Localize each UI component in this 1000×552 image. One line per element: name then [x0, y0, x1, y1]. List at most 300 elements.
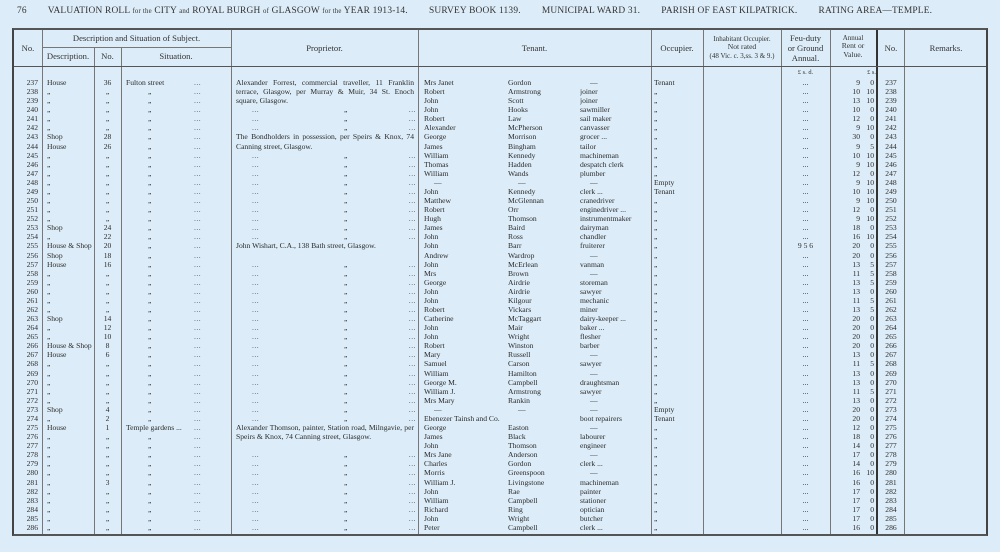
- tenant-occupation: dairyman: [580, 223, 609, 233]
- table-row: [14, 223, 986, 232]
- house-number: „: [105, 450, 110, 460]
- occupier: „: [654, 377, 658, 387]
- row-number-right: 278: [885, 450, 897, 460]
- rent-pounds: 13: [852, 368, 860, 378]
- rent-shillings: 5: [870, 359, 874, 369]
- tenant-occupation: canvasser: [580, 123, 610, 133]
- row-number-right: 274: [885, 413, 897, 423]
- description: „: [47, 305, 51, 314]
- situation-dots: ...: [194, 259, 202, 269]
- parish: PARISH OF EAST KILPATRICK.: [661, 6, 798, 16]
- tenant-surname: Campbell: [508, 522, 538, 532]
- proprietor-dots-end: ...: [408, 186, 416, 196]
- occupier: „: [654, 477, 658, 487]
- proprietor-dots-end: ...: [408, 486, 416, 496]
- house-number: 20: [103, 241, 112, 251]
- proprietor-dots: ...: [252, 114, 260, 124]
- feu-duty: ...: [802, 205, 809, 215]
- situation: „: [148, 477, 152, 487]
- table-row: [14, 450, 986, 459]
- tenant-first-name: Morris: [424, 468, 445, 478]
- table-row: [14, 505, 986, 514]
- proprietor-ditto: „: [344, 196, 348, 206]
- rent-shillings: 0: [870, 332, 874, 342]
- situation: „: [148, 277, 152, 287]
- proprietor-ditto: „: [344, 314, 348, 324]
- description: Shop: [47, 250, 63, 260]
- rent-shillings: 0: [870, 368, 874, 378]
- description: „: [47, 377, 51, 387]
- row-number: 238: [26, 87, 38, 97]
- row-number: 250: [26, 196, 38, 206]
- title-6: of: [263, 8, 270, 15]
- tenant-occupation: —: [590, 395, 598, 405]
- proprietor-dots-end: ...: [408, 214, 416, 224]
- proprietor-dots-end: ...: [408, 350, 416, 360]
- feu-duty: ...: [802, 495, 809, 505]
- proprietor-dots-end: ...: [408, 468, 416, 478]
- proprietor-dots-end: ...: [408, 259, 416, 269]
- situation: „: [148, 205, 152, 215]
- occupier: „: [654, 168, 658, 178]
- header-feuduty-line3: Annual.: [791, 53, 820, 63]
- table-row: [14, 468, 986, 477]
- tenant-first-name: James: [424, 141, 443, 151]
- feu-duty: ...: [802, 186, 809, 196]
- tenant-first-name: William: [424, 168, 449, 178]
- situation-dots: ...: [194, 504, 202, 514]
- proprietor-ditto: „: [344, 168, 348, 178]
- feu-duty: ...: [802, 250, 809, 260]
- rent-pounds: 13: [852, 259, 860, 269]
- table-row: [14, 187, 986, 196]
- proprietor-dots-end: ...: [408, 386, 416, 396]
- occupier: „: [654, 504, 658, 514]
- proprietor-dots: ...: [252, 323, 260, 333]
- rent-shillings: 5: [870, 305, 874, 314]
- table-row: [14, 341, 986, 350]
- situation: „: [148, 504, 152, 514]
- row-number: 280: [26, 468, 38, 478]
- table-row: [14, 441, 986, 450]
- header-description: Description.: [46, 51, 90, 61]
- proprietor-dots: ...: [252, 123, 260, 133]
- rent-shillings: 0: [870, 168, 874, 178]
- proprietor-ditto: „: [344, 214, 348, 224]
- row-number-right: 256: [885, 250, 897, 260]
- situation: „: [148, 359, 152, 369]
- occupier: „: [654, 495, 658, 505]
- row-number-right: 243: [885, 132, 897, 142]
- table-row: [14, 78, 986, 87]
- description: „: [47, 232, 51, 242]
- rent-shillings: 0: [870, 513, 874, 523]
- occupier: „: [654, 486, 658, 496]
- proprietor-dots-end: ...: [408, 341, 416, 351]
- occupier: „: [654, 286, 658, 296]
- table-row: [14, 151, 986, 160]
- table-row: [14, 369, 986, 378]
- rent-shillings: 10: [866, 468, 874, 478]
- feu-duty: ...: [802, 159, 809, 169]
- situation-dots: ...: [194, 196, 202, 206]
- tenant-occupation: sawmiller: [580, 105, 610, 115]
- header-number: No.: [101, 51, 114, 61]
- row-number: 264: [26, 323, 38, 333]
- proprietor-dots-end: ...: [408, 123, 416, 133]
- tenant-first-name: Ebenezer Tainsh and Co.: [424, 413, 500, 423]
- tenant-first-name: Thomas: [424, 159, 449, 169]
- tenant-occupation: —: [590, 177, 598, 187]
- rent-shillings: 0: [870, 341, 874, 351]
- proprietor-dots-end: ...: [408, 223, 416, 233]
- row-number: 269: [26, 368, 38, 378]
- tenant-occupation: enginedriver ...: [580, 205, 626, 215]
- proprietor-ditto: „: [344, 359, 348, 369]
- header-no: No.: [21, 43, 35, 53]
- rent-pounds: 9: [856, 141, 860, 151]
- table-row: [14, 123, 986, 132]
- tenant-occupation: stationer: [580, 495, 607, 505]
- proprietor-ditto: „: [344, 413, 348, 423]
- proprietor-ditto: „: [344, 150, 348, 160]
- tenant-first-name: Mary: [424, 350, 441, 360]
- proprietor-ditto: „: [344, 177, 348, 187]
- proprietor-dots: ...: [252, 214, 260, 224]
- situation: „: [148, 459, 152, 469]
- header-rent: [830, 34, 876, 59]
- tenant-surname: Russell: [508, 350, 531, 360]
- tenant-surname: Ring: [508, 504, 523, 514]
- proprietor-dots: ...: [252, 350, 260, 360]
- tenant-first-name: John: [424, 323, 439, 333]
- house-number: „: [105, 441, 110, 451]
- rent-pounds: 17: [852, 450, 860, 460]
- situation-dots: ...: [194, 141, 202, 151]
- description: „: [47, 477, 51, 487]
- row-number: 262: [26, 305, 38, 314]
- rating-area: RATING AREA—TEMPLE.: [818, 6, 933, 16]
- house-number: „: [105, 432, 110, 442]
- feu-duty: ...: [802, 87, 809, 97]
- proprietor-ditto: „: [344, 504, 348, 514]
- situation-dots: ...: [194, 423, 202, 433]
- tenant-first-name: Mrs Jane: [424, 450, 452, 460]
- house-number: „: [105, 386, 110, 396]
- feu-duty: ...: [802, 359, 809, 369]
- tenant-first-name: John: [424, 286, 439, 296]
- row-number-right: 284: [885, 504, 897, 514]
- proprietor-dots: ...: [252, 105, 260, 115]
- rent-shillings: 0: [870, 450, 874, 460]
- tenant-first-name: Andrew: [424, 250, 449, 260]
- situation: „: [148, 259, 152, 269]
- table-row: [14, 378, 986, 387]
- tenant-first-name: Robert: [424, 87, 445, 97]
- feu-duty: ...: [802, 504, 809, 514]
- proprietor-dots: ...: [252, 305, 260, 314]
- table-row: [14, 405, 986, 414]
- description: Shop: [47, 404, 63, 414]
- occupier: „: [654, 141, 658, 151]
- table-row: [14, 487, 986, 496]
- proprietor-ditto: „: [344, 123, 348, 133]
- tenant-surname: Brown: [508, 268, 529, 278]
- occupier: „: [654, 323, 658, 333]
- proprietor-dots-end: ...: [408, 522, 416, 532]
- row-number-right: 286: [885, 522, 897, 532]
- tenant-occupation: —: [590, 423, 598, 433]
- proprietor-dots-end: ...: [408, 377, 416, 387]
- tenant-first-name: William J.: [424, 477, 456, 487]
- row-number-right: 267: [885, 350, 897, 360]
- situation-dots: ...: [194, 395, 202, 405]
- rent-shillings: 0: [870, 504, 874, 514]
- feu-duty: ...: [802, 486, 809, 496]
- proprietor-dots-end: ...: [408, 277, 416, 287]
- rent-pounds: 11: [852, 359, 860, 369]
- proprietor-dots: ...: [252, 314, 260, 324]
- tenant-occupation: clerk ...: [580, 522, 603, 532]
- situation: „: [148, 305, 152, 314]
- house-number: 14: [103, 314, 112, 324]
- feu-duty: ...: [802, 141, 809, 151]
- tenant-first-name: Robert: [424, 205, 445, 215]
- row-number: 282: [26, 486, 38, 496]
- house-number: „: [105, 513, 110, 523]
- tenant-first-name: James: [424, 223, 443, 233]
- row-number-right: 276: [885, 432, 897, 442]
- table-row: [14, 160, 986, 169]
- description: „: [47, 413, 51, 423]
- tenant-surname: Gordon: [508, 459, 532, 469]
- tenant-first-name: Hugh: [424, 214, 441, 224]
- situation: „: [148, 87, 152, 97]
- description: „: [47, 286, 51, 296]
- header-proprietor: Proprietor.: [306, 43, 343, 53]
- table-row: [14, 251, 986, 260]
- row-number: 285: [26, 513, 38, 523]
- tenant-first-name: Robert: [424, 114, 445, 124]
- proprietor-ditto: „: [344, 305, 348, 314]
- tenant-first-name: Mrs Mary: [424, 395, 455, 405]
- feu-duty: ...: [802, 177, 809, 187]
- house-number: 3: [105, 477, 110, 487]
- tenant-occupation: chandler: [580, 232, 607, 242]
- tenant-first-name: Charles: [424, 459, 448, 469]
- row-number-right: 271: [885, 386, 897, 396]
- proprietor-dots-end: ...: [408, 196, 416, 206]
- table-header: [14, 30, 986, 67]
- situation-dots: ...: [194, 404, 202, 414]
- tenant-first-name: William J.: [424, 386, 456, 396]
- row-number-right: 268: [885, 359, 897, 369]
- situation: „: [148, 332, 152, 342]
- rent-shillings: 10: [866, 196, 874, 206]
- header-occupier: Occupier.: [660, 43, 694, 53]
- table-row: [14, 260, 986, 269]
- description: „: [47, 368, 51, 378]
- house-number: 16: [103, 259, 112, 269]
- row-number-right: 260: [885, 286, 897, 296]
- table-row: [14, 459, 986, 468]
- proprietor-dots-end: ...: [408, 159, 416, 169]
- rent-pounds: 9: [856, 78, 860, 87]
- occupier: Empty: [654, 404, 675, 414]
- tenant-surname: Campbell: [508, 377, 538, 387]
- proprietor-dots-end: ...: [408, 232, 416, 242]
- rent-shillings: 5: [870, 268, 874, 278]
- proprietor-dots-end: ...: [408, 177, 416, 187]
- house-number: „: [105, 186, 110, 196]
- proprietor-dots-end: ...: [408, 395, 416, 405]
- row-number-right: 285: [885, 513, 897, 523]
- situation: „: [148, 96, 152, 106]
- tenant-first-name: John: [424, 441, 439, 451]
- situation: „: [148, 250, 152, 260]
- proprietor-dots: ...: [252, 168, 260, 178]
- situation: „: [148, 468, 152, 478]
- feu-duty: ...: [802, 513, 809, 523]
- rent-pounds: 14: [852, 459, 860, 469]
- row-number: 276: [26, 432, 38, 442]
- row-number: 247: [26, 168, 38, 178]
- proprietor-dots: ...: [252, 404, 260, 414]
- description: „: [47, 359, 51, 369]
- rent-pounds: 13: [852, 395, 860, 405]
- proprietor-dots: ...: [252, 486, 260, 496]
- situation: „: [148, 141, 152, 151]
- table-row: [14, 241, 986, 250]
- rent-shillings: 10: [866, 150, 874, 160]
- proprietor-entry: Alexander Thomson, painter, Station road, Milngavie, per Speirs & Knox, 74 Canning street, Glasgow.: [236, 423, 414, 442]
- tenant-surname: Campbell: [508, 495, 538, 505]
- feu-duty: ...: [802, 432, 809, 442]
- proprietor-dots-end: ...: [408, 314, 416, 324]
- proprietor-dots: ...: [252, 450, 260, 460]
- feu-duty: ...: [802, 150, 809, 160]
- rent-shillings: 5: [870, 295, 874, 305]
- feu-duty: ...: [802, 305, 809, 314]
- house-number: 1: [105, 423, 110, 433]
- table-row: [14, 169, 986, 178]
- description: „: [47, 277, 51, 287]
- tenant-surname: Hooks: [508, 105, 528, 115]
- tenant-first-name: Peter: [424, 522, 440, 532]
- table-row: [14, 142, 986, 151]
- feu-duty: ...: [802, 268, 809, 278]
- situation: „: [148, 286, 152, 296]
- situation-dots: ...: [194, 150, 202, 160]
- row-number: 257: [26, 259, 38, 269]
- tenant-first-name: Richard: [424, 504, 449, 514]
- row-number-right: 249: [885, 186, 897, 196]
- proprietor-dots-end: ...: [408, 477, 416, 487]
- occupier: „: [654, 513, 658, 523]
- occupier: „: [654, 350, 658, 360]
- situation-dots: ...: [194, 268, 202, 278]
- tenant-occupation: optician: [580, 504, 605, 514]
- situation: „: [148, 268, 152, 278]
- tenant-occupation: despatch clerk: [580, 159, 624, 169]
- row-number-right: 246: [885, 159, 897, 169]
- tenant-occupation: —: [590, 468, 598, 478]
- occupier: „: [654, 277, 658, 287]
- situation: „: [148, 432, 152, 442]
- house-number: 10: [103, 332, 112, 342]
- description: „: [47, 504, 51, 514]
- situation-dots: ...: [194, 350, 202, 360]
- proprietor-dots-end: ...: [408, 305, 416, 314]
- feu-duty: ...: [802, 341, 809, 351]
- header-tenant: Tenant.: [521, 43, 548, 53]
- feu-duty: ...: [802, 286, 809, 296]
- tenant-occupation: painter: [580, 486, 602, 496]
- situation-dots: ...: [194, 332, 202, 342]
- situation-dots: ...: [194, 413, 202, 423]
- tenant-surname: Ross: [508, 232, 523, 242]
- occupier: „: [654, 132, 658, 142]
- situation: „: [148, 404, 152, 414]
- proprietor-ditto: „: [344, 332, 348, 342]
- feu-duty: ...: [802, 314, 809, 324]
- row-number-right: 258: [885, 268, 897, 278]
- tenant-surname: Hamilton: [508, 368, 537, 378]
- rent-pounds: 17: [852, 513, 860, 523]
- proprietor-dots-end: ...: [408, 105, 416, 115]
- row-number-right: 241: [885, 114, 897, 124]
- rent-pounds: 13: [852, 277, 860, 287]
- situation: „: [148, 232, 152, 242]
- row-number: 259: [26, 277, 38, 287]
- description: „: [47, 168, 51, 178]
- rent-pounds: 14: [852, 441, 860, 451]
- situation-dots: ...: [194, 168, 202, 178]
- tenant-occupation: instrumentmaker: [580, 214, 632, 224]
- situation-dots: ...: [194, 341, 202, 351]
- rent-shillings: 0: [870, 413, 874, 423]
- rent-shillings: 10: [866, 186, 874, 196]
- rent-shillings: 0: [870, 395, 874, 405]
- tenant-surname: Rankin: [508, 395, 530, 405]
- tenant-occupation: —: [590, 78, 598, 87]
- situation-dots: ...: [194, 123, 202, 133]
- tenant-surname: Wands: [508, 168, 529, 178]
- house-number: 6: [105, 350, 110, 360]
- proprietor-ditto: „: [344, 477, 348, 487]
- table-row: [14, 496, 986, 505]
- title-4: and: [179, 8, 190, 15]
- tenant-first-name: John: [424, 259, 439, 269]
- house-number: „: [105, 305, 110, 314]
- situation-dots: ...: [194, 132, 202, 142]
- tenant-first-name: Matthew: [424, 196, 451, 206]
- house-number: „: [105, 196, 110, 206]
- tenant-occupation: sawyer: [580, 386, 602, 396]
- proprietor-ditto: „: [344, 186, 348, 196]
- rent-pounds: 16: [852, 522, 860, 532]
- description: „: [47, 196, 51, 206]
- tenant-surname: Orr: [508, 205, 519, 215]
- situation: „: [148, 341, 152, 351]
- row-number-right: 253: [885, 223, 897, 233]
- description: „: [47, 468, 51, 478]
- feu-duty: ...: [802, 459, 809, 469]
- row-number-right: 254: [885, 232, 897, 242]
- proprietor-ditto: „: [344, 395, 348, 405]
- occupier: „: [654, 241, 658, 251]
- header-remarks: Remarks.: [929, 43, 963, 53]
